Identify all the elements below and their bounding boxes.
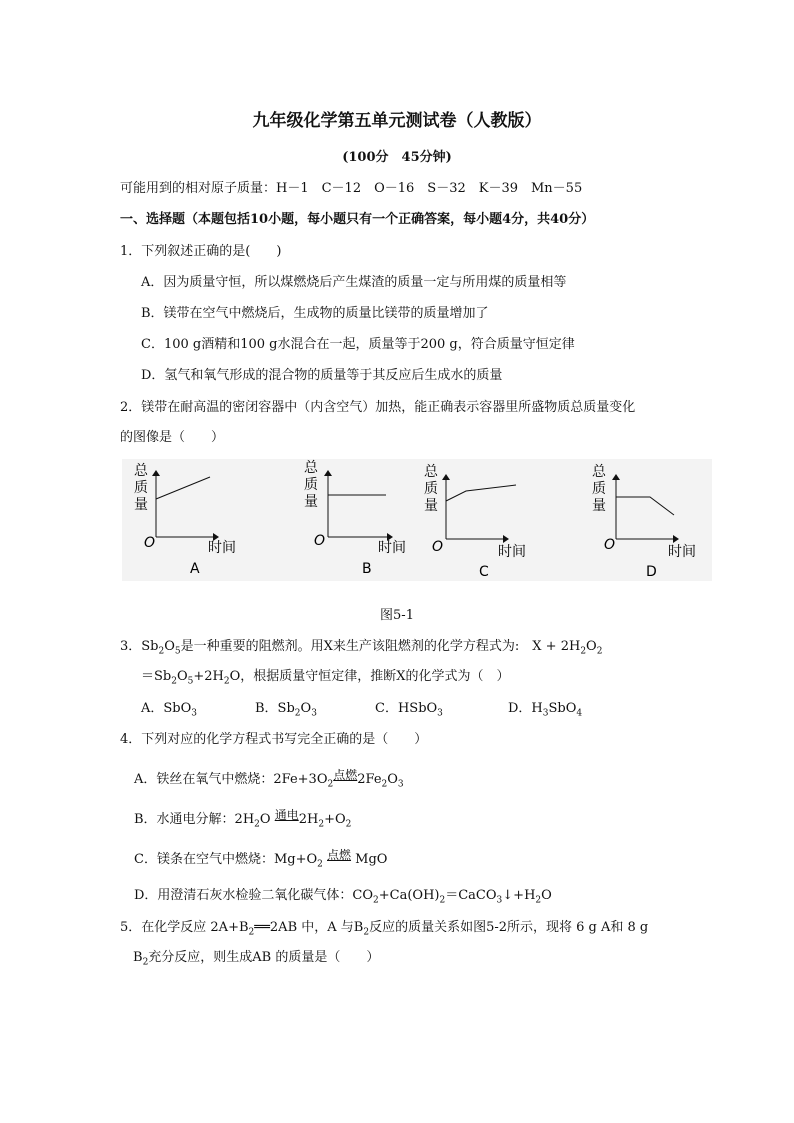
graph-b-xlabel: 时间	[378, 540, 406, 556]
graph-d-letter: D	[646, 564, 657, 580]
graph-b-ylabel-3: 量	[304, 494, 318, 510]
graph-a-ylabel-3: 量	[134, 497, 148, 513]
graph-c-ylabel-1: 总	[424, 464, 438, 480]
figure-5-1	[122, 459, 712, 581]
graph-d-ylabel-2: 质	[592, 481, 606, 497]
q1-stem: 1．下列叙述正确的是( )	[120, 244, 282, 259]
q3-option-c: C．HSbO$_3$	[375, 701, 443, 719]
q3-stem-line1: 3．$Sb_2O_5$是一种重要的阻燃剂。用X来生产该阻燃剂的化学方程式为: $X + 2H_2O_2$	[120, 639, 603, 657]
q4-option-b: B．水通电分解：$2H_2O$ 通电$2H_2+O_2$	[134, 808, 352, 830]
graph-d-curve	[616, 497, 674, 515]
page-title: 九年级化学第五单元测试卷（人教版）	[252, 111, 542, 131]
atomic-masses: 可能用到的相对原子质量：H－1 C－12 O－16 S－32 K－39 Mn－55	[120, 181, 583, 196]
q3-option-b: B．$Sb_2O_3$	[255, 701, 317, 719]
graph-b-ylabel-2: 质	[304, 477, 318, 493]
q4-option-d: D．用澄清石灰水检验二氧化碳气体：$CO_2+Ca(OH)_2=CaCO_3↓+H_2O$	[134, 888, 552, 906]
q1-option-c: C．100 g酒精和100 g水混合在一起，质量等于200 g，符合质量守恒定律	[141, 337, 575, 352]
q3-option-d: D．$H_3SbO_4$	[508, 701, 583, 719]
graph-c-curve	[446, 485, 516, 501]
graph-c-origin: O	[432, 539, 444, 555]
graph-d	[592, 464, 696, 580]
graph-a-curve	[156, 477, 210, 499]
graph-b	[304, 460, 406, 577]
q4-option-a: A．铁丝在氧气中燃烧：$2Fe+3O_2$点燃$2Fe_2O_3$	[134, 768, 404, 790]
q2-stem-line1: 2．镁带在耐高温的密闭容器中（内含空气）加热，能正确表示容器里所盛物质总质量变化	[120, 400, 636, 415]
graph-d-ylabel-1: 总	[592, 464, 606, 480]
graph-c	[424, 464, 526, 580]
graph-c-ylabel-3: 量	[424, 498, 438, 514]
q5-stem-line2: $B_2$充分反应，则生成AB 的质量是（ ）	[133, 950, 380, 968]
graph-c-letter: C	[479, 564, 489, 580]
q3-stem-line2: $=Sb_2O_5+2H_2O$，根据质量守恒定律，推断X的化学式为（ ）	[141, 669, 510, 687]
q4-option-c: C．镁条在空气中燃烧：$Mg+O_2$ 点燃 MgO	[134, 848, 388, 870]
graph-d-origin: O	[604, 537, 616, 553]
graph-c-xlabel: 时间	[498, 544, 526, 560]
q2-stem-line2: 的图像是（ ）	[120, 430, 225, 445]
q4-stem: 4．下列对应的化学方程式书写完全正确的是（ ）	[120, 732, 428, 747]
graph-b-ylabel-1: 总	[304, 460, 318, 476]
page-subtitle: (100分 45分钟)	[342, 150, 452, 165]
q3-option-a: A．SbO$_3$	[141, 701, 198, 719]
q1-option-b: B．镁带在空气中燃烧后，生成物的质量比镁带的质量增加了	[141, 306, 489, 321]
graph-a-origin: O	[144, 535, 156, 551]
graph-a-xlabel: 时间	[208, 540, 236, 556]
graph-a-letter: A	[190, 561, 200, 577]
graph-d-xlabel: 时间	[668, 544, 696, 560]
graph-d-ylabel-3: 量	[592, 498, 606, 514]
graph-a-ylabel-1: 总	[134, 463, 148, 479]
q1-option-a: A．因为质量守恒，所以煤燃烧后产生煤渣的质量一定与所用煤的质量相等	[141, 275, 567, 290]
graph-c-ylabel-2: 质	[424, 481, 438, 497]
figure-caption: 图5-1	[380, 608, 414, 623]
q1-option-d: D．氢气和氧气形成的混合物的质量等于其反应后生成水的质量	[141, 368, 503, 383]
graph-a	[134, 463, 236, 577]
graph-b-origin: O	[314, 533, 326, 549]
section-heading: 一、选择题（本题包括10小题，每小题只有一个正确答案，每小题4分，共40分）	[120, 212, 595, 227]
graph-a-ylabel-2: 质	[134, 480, 148, 496]
q5-stem-line1: 5．在化学反应 $2A+B_2══2AB$ 中，A 与$B_2$反应的质量关系如图5-2所示，现将 6 g A和 8 g	[120, 920, 649, 938]
graph-b-letter: B	[362, 561, 372, 577]
